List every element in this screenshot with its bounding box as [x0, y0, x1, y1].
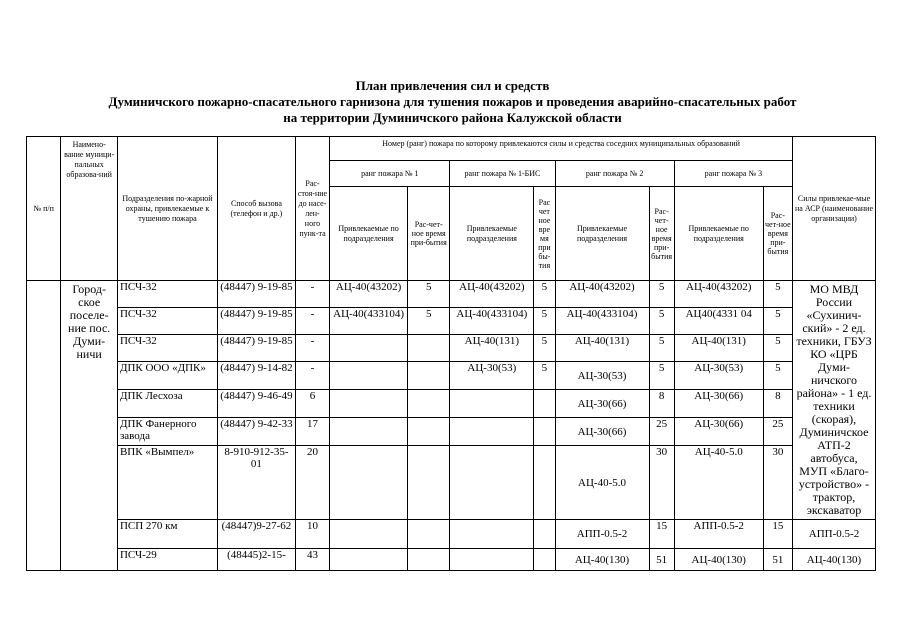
rank3-time-cell: 5: [763, 281, 792, 308]
header-rank2: ранг пожара № 2: [555, 161, 674, 187]
table-row: [27, 418, 876, 446]
rank1-time-cell: 5: [407, 308, 449, 335]
rank3-time-cell: 15: [763, 520, 792, 549]
rank3-time-cell: 5: [763, 335, 792, 362]
rank3-units-cell: АПП-0.5-2: [674, 520, 763, 549]
table-row: [27, 335, 876, 362]
rank2-units-cell: АЦ-30(66): [555, 418, 649, 446]
rank3-units-cell: АЦ40(4331 04: [674, 308, 763, 335]
unit-cell: ПСЧ-32: [117, 281, 217, 308]
rank1bis-time-cell: [534, 520, 555, 549]
rank2-units-cell: АЦ-40(43202): [555, 281, 649, 308]
rank1-time-cell: [407, 390, 449, 418]
header-time-rank1: Рас-чет-ное время при-бытия: [407, 187, 449, 281]
rank1-units-cell: [330, 418, 408, 446]
rank3-time-cell: 8: [763, 390, 792, 418]
unit-cell: ДПК Лесхоза: [117, 390, 217, 418]
distance-cell: 10: [295, 520, 329, 549]
rank2-time-cell: 5: [649, 335, 674, 362]
unit-cell: ДПК Фанерного завода: [117, 418, 217, 446]
rank2-time-cell: 8: [649, 390, 674, 418]
header-units-rank1: Привлекаемые по подразделения: [330, 187, 408, 281]
call-cell: (48447)9-27-62: [218, 520, 296, 549]
rank1bis-time-cell: [534, 418, 555, 446]
rank2-units-cell: АЦ-30(53): [555, 362, 649, 390]
header-units-rank2: Привлекаемые подразделения: [555, 187, 649, 281]
distance-cell: -: [295, 308, 329, 335]
header-units: Подразделения по-жарной охраны, привлекаемые к тушению пожара: [117, 137, 217, 281]
rank2-time-cell: 5: [649, 308, 674, 335]
header-asr: Силы привлекае-мые на АСР (наименование организации): [793, 137, 876, 281]
plan-table: [26, 136, 876, 571]
call-cell: (48445)2-15-: [218, 549, 296, 571]
rank2-units-cell: АПП-0.5-2: [555, 520, 649, 549]
call-cell: (48447) 9-46-49: [218, 390, 296, 418]
rank3-units-cell: АЦ-30(66): [674, 390, 763, 418]
rank2-units-cell: АЦ-30(66): [555, 390, 649, 418]
rank3-time-cell: 5: [763, 308, 792, 335]
rank1bis-time-cell: 5: [534, 335, 555, 362]
rank1-time-cell: [407, 362, 449, 390]
rank2-time-cell: 30: [649, 446, 674, 520]
rank2-units-cell: АЦ-40(131): [555, 335, 649, 362]
doc-title-line2: Думиничского пожарно-спасательного гарнизона для тушения пожаров и проведения аварийно-спасательных работ: [108, 94, 797, 109]
rank2-time-cell: 5: [649, 281, 674, 308]
rank1bis-units-cell: [450, 418, 534, 446]
rank1-units-cell: [330, 362, 408, 390]
call-cell: (48447) 9-42-33: [218, 418, 296, 446]
header-rank-top: Номер (ранг) пожара по которому привлекаются силы и средства соседних муниципальных образований: [330, 137, 793, 161]
rank1-units-cell: [330, 549, 408, 571]
table-row: [27, 281, 876, 308]
rank1bis-time-cell: 5: [534, 281, 555, 308]
rank1-time-cell: [407, 520, 449, 549]
header-time-rank2: Рас-чет-ное время при-бытия: [649, 187, 674, 281]
rank3-units-cell: АЦ-30(53): [674, 362, 763, 390]
distance-cell: -: [295, 335, 329, 362]
rank3-units-cell: АЦ-30(66): [674, 418, 763, 446]
distance-cell: -: [295, 362, 329, 390]
rank1bis-time-cell: 5: [534, 362, 555, 390]
rank2-time-cell: 51: [649, 549, 674, 571]
rank3-units-cell: АЦ-40(130): [674, 549, 763, 571]
rank1bis-units-cell: [450, 390, 534, 418]
rank1bis-units-cell: АЦ-40(131): [450, 335, 534, 362]
rank1-time-cell: [407, 549, 449, 571]
unit-cell: ПСЧ-29: [117, 549, 217, 571]
call-cell: 8-910-912-35-01: [218, 446, 296, 520]
rank3-time-cell: 30: [763, 446, 792, 520]
rank1bis-units-cell: [450, 446, 534, 520]
rank3-time-cell: 25: [763, 418, 792, 446]
header-time-rank3: Рас-чет-ное время при-бытия: [763, 187, 792, 281]
rank1bis-time-cell: [534, 446, 555, 520]
rank1bis-time-cell: [534, 549, 555, 571]
unit-cell: ПСП 270 км: [117, 520, 217, 549]
unit-cell: ПСЧ-32: [117, 335, 217, 362]
call-cell: (48447) 9-19-85: [218, 308, 296, 335]
rank1-units-cell: [330, 520, 408, 549]
rank1-time-cell: [407, 446, 449, 520]
rank1-units-cell: [330, 446, 408, 520]
unit-cell: ПСЧ-32: [117, 308, 217, 335]
distance-cell: -: [295, 281, 329, 308]
asr-cell: АПП-0.5-2: [793, 520, 876, 549]
rank1bis-units-cell: [450, 549, 534, 571]
asr-cell: АЦ-40(130): [793, 549, 876, 571]
rank1bis-time-cell: [534, 390, 555, 418]
rank2-time-cell: 15: [649, 520, 674, 549]
table-row: [27, 308, 876, 335]
header-rank1bis: ранг пожара № 1-БИС: [450, 161, 555, 187]
distance-cell: 17: [295, 418, 329, 446]
distance-cell: 43: [295, 549, 329, 571]
unit-cell: ВПК «Вымпел»: [117, 446, 217, 520]
rank1-time-cell: [407, 335, 449, 362]
header-num: № п/п: [27, 137, 61, 281]
row-num-cell: [27, 281, 61, 571]
rank2-units-cell: АЦ-40(433104): [555, 308, 649, 335]
table-row: [27, 362, 876, 390]
header-units-rank3: Привлекаемые по подразделения: [674, 187, 763, 281]
distance-cell: 6: [295, 390, 329, 418]
municipality-cell: Город-ское поселе-ние пос. Думи-ничи: [61, 281, 118, 571]
rank3-units-cell: АЦ-40(43202): [674, 281, 763, 308]
rank1bis-units-cell: АЦ-30(53): [450, 362, 534, 390]
rank1-units-cell: АЦ-40(433104): [330, 308, 408, 335]
doc-title-line3: на территории Думиничского района Калужской области: [283, 110, 622, 125]
asr-main-cell: МО МВД России «Сухинич-ский» - 2 ед. техники, ГБУЗ КО «ЦРБ Думи-ничского района» - 1 ед. техники (скорая), Думиничское АТП-2 автобуса, МУП «Благо-устройство» - трактор, экскаватор: [793, 281, 876, 520]
rank1-units-cell: [330, 390, 408, 418]
rank2-time-cell: 25: [649, 418, 674, 446]
table-row: [27, 390, 876, 418]
rank1-units-cell: АЦ-40(43202): [330, 281, 408, 308]
rank3-time-cell: 51: [763, 549, 792, 571]
rank1bis-units-cell: АЦ-40(433104): [450, 308, 534, 335]
distance-cell: 20: [295, 446, 329, 520]
rank1bis-time-cell: 5: [534, 308, 555, 335]
call-cell: (48447) 9-19-85: [218, 281, 296, 308]
table-row: [27, 446, 876, 520]
doc-title-line1: План привлечения сил и средств: [355, 78, 550, 93]
rank2-units-cell: АЦ-40-5.0: [555, 446, 649, 520]
rank3-units-cell: АЦ-40-5.0: [674, 446, 763, 520]
rank3-time-cell: 5: [763, 362, 792, 390]
header-units-rank1bis: Привлекаемые подразделения: [450, 187, 534, 281]
header-call-method: Способ вызова (телефон и др.): [218, 137, 296, 281]
header-time-rank1bis: Рас чет ное вре мя при бы-тия: [534, 187, 555, 281]
rank2-time-cell: 5: [649, 362, 674, 390]
rank1-time-cell: [407, 418, 449, 446]
header-rank1: ранг пожара № 1: [330, 161, 450, 187]
rank1-time-cell: 5: [407, 281, 449, 308]
rank1-units-cell: [330, 335, 408, 362]
rank1bis-units-cell: [450, 520, 534, 549]
rank1bis-units-cell: АЦ-40(43202): [450, 281, 534, 308]
unit-cell: ДПК ООО «ДПК»: [117, 362, 217, 390]
call-cell: (48447) 9-14-82: [218, 362, 296, 390]
header-municipality: Наимено-вание муници-пальных образова-ний: [61, 137, 118, 281]
rank3-units-cell: АЦ-40(131): [674, 335, 763, 362]
header-distance: Рас-стоя-ние до насе-лен-ного пунк-та: [295, 137, 329, 281]
rank2-units-cell: АЦ-40(130): [555, 549, 649, 571]
header-rank3: ранг пожара № 3: [674, 161, 792, 187]
table-row: [27, 549, 876, 571]
table-row: [27, 520, 876, 549]
call-cell: (48447) 9-19-85: [218, 335, 296, 362]
